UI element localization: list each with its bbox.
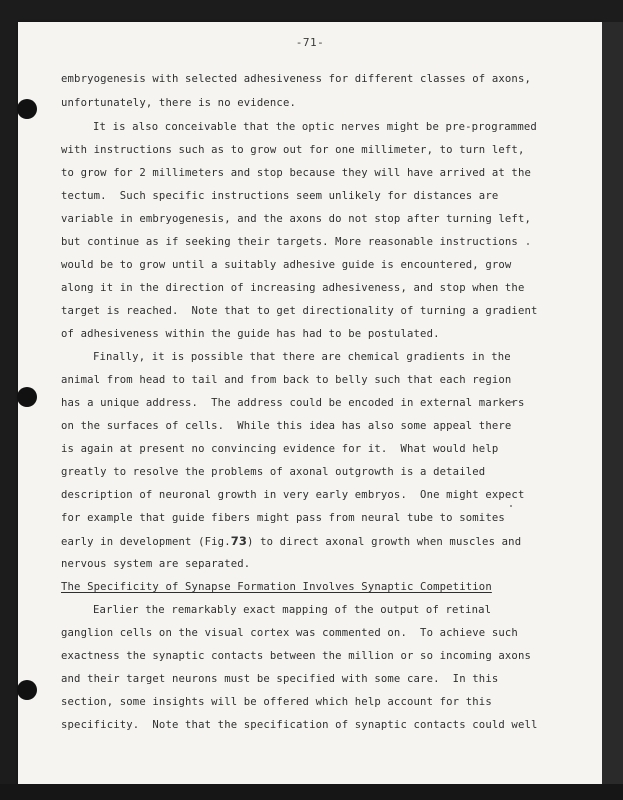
text-line: section, some insights will be offered which help account for this — [61, 696, 492, 708]
punch-hole-bottom — [17, 680, 37, 700]
page-number: -71- — [295, 36, 325, 49]
text-line: animal from head to tail and from back to belly such that each region — [61, 374, 512, 386]
scan-border-bottom — [0, 784, 623, 800]
punch-hole-top — [17, 99, 37, 119]
text-line: unfortunately, there is no evidence. — [61, 97, 297, 109]
text-line: and their target neurons must be specified with some care. In this — [61, 673, 499, 685]
text-line: target is reached. Note that to get directionality of turning a gradient — [61, 305, 538, 317]
text-line: variable in embryogenesis, and the axons do not stop after turning left, — [61, 213, 532, 225]
text-line: Earlier the remarkably exact mapping of the output of retinal — [93, 604, 492, 616]
text-line: with instructions such as to grow out for one millimeter, to turn left, — [61, 144, 525, 156]
text-line: but continue as if seeking their targets. More reasonable instructions — [61, 236, 518, 248]
text-line: Finally, it is possible that there are chemical gradients in the — [93, 351, 511, 363]
speck — [527, 243, 529, 245]
text-line: is again at present no convincing evidence for it. What would help — [61, 443, 499, 455]
text-line: tectum. Such specific instructions seem unlikely for distances are — [61, 190, 499, 202]
text-line: along it in the direction of increasing adhesiveness, and stop when the — [61, 282, 525, 294]
text-line: to grow for 2 millimeters and stop because they will have arrived at the — [61, 167, 532, 179]
text-line: nervous system are separated. — [61, 558, 251, 570]
text-line: description of neuronal growth in very early embryos. One might expect — [61, 489, 525, 501]
handwritten-figure-number: 73 — [230, 534, 248, 548]
text-line: ganglion cells on the visual cortex was commented on. To achieve such — [61, 627, 518, 639]
text-line: greatly to resolve the problems of axonal outgrowth is a detailed — [61, 466, 486, 478]
punch-hole-middle — [17, 387, 37, 407]
text-line: It is also conceivable that the optic nerves might be pre-programmed — [93, 121, 537, 133]
scan-border-right — [602, 22, 623, 784]
text-line: would be to grow until a suitably adhesive guide is encountered, grow — [61, 259, 512, 271]
text-line: for example that guide fibers might pass from neural tube to somites — [61, 512, 505, 524]
text-line: exactness the synaptic contacts between the million or so incoming axons — [61, 650, 532, 662]
text-line-with-figure-ref — [61, 535, 521, 548]
text-line: has a unique address. The address could be encoded in external markers — [61, 397, 525, 409]
text-segment: ) to direct axonal growth when muscles and — [247, 536, 522, 548]
section-heading: The Specificity of Synapse Formation Involves Synaptic Competition — [61, 581, 492, 593]
text-line: embryogenesis with selected adhesiveness for different classes of axons, — [61, 73, 532, 85]
text-line: on the surfaces of cells. While this idea has also some appeal there — [61, 420, 512, 432]
text-line: of adhesiveness within the guide has had to be postulated. — [61, 328, 440, 340]
speck — [510, 505, 512, 507]
text-line: specificity. Note that the specification of synaptic contacts could well — [61, 719, 538, 731]
text-segment: early in development (Fig. — [61, 536, 231, 548]
